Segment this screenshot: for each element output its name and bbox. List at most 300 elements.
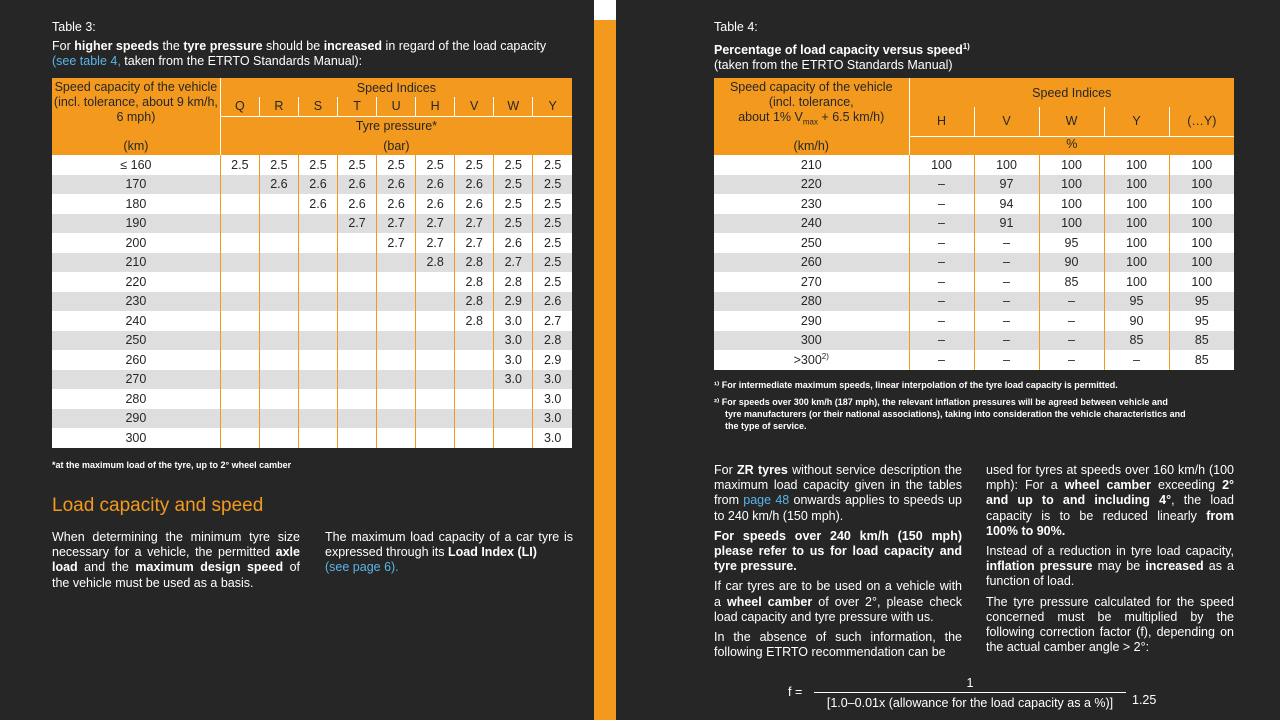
pressure-cell	[298, 389, 337, 409]
speed-value: 290	[800, 313, 822, 328]
pressure-cell	[259, 350, 298, 370]
load-capacity-table	[714, 78, 1234, 370]
pressure-cell	[259, 389, 298, 409]
speed-cell: 260	[52, 350, 220, 370]
pressure-cell: 2.5	[494, 214, 533, 234]
pressure-cell	[416, 428, 455, 448]
pressure-cell	[494, 428, 533, 448]
pressure-cell: 2.6	[298, 194, 337, 214]
speed-cell	[714, 175, 909, 195]
pressure-cell	[259, 331, 298, 351]
pressure-cell	[259, 370, 298, 390]
pressure-cell	[298, 428, 337, 448]
percent-cell: 85	[1104, 331, 1169, 351]
speed-indices-header-t4: Speed Indices	[909, 78, 1234, 107]
pressure-cell: 2.8	[494, 272, 533, 292]
pressure-cell: 2.6	[377, 194, 416, 214]
pressure-cell	[338, 233, 377, 253]
table4-note2: ²⁾ For speeds over 300 km/h (187 mph), the relevant inflation pressures will be agreed between vehicle and tyre manufacturers (or their national associations), taking into consideration the vehicle characteristics and the type of service.	[714, 397, 1186, 431]
pressure-cell: 2.6	[416, 175, 455, 195]
pressure-unit-label: (bar)	[220, 136, 572, 155]
percent-cell: –	[974, 233, 1039, 253]
pressure-cell: 2.6	[416, 194, 455, 214]
percent-cell: –	[909, 175, 974, 195]
table-row	[52, 214, 572, 234]
pressure-cell: 2.7	[338, 214, 377, 234]
percent-cell: –	[909, 214, 974, 234]
percent-cell: –	[974, 292, 1039, 312]
pressure-cell: 2.7	[416, 214, 455, 234]
pressure-cell: 2.5	[377, 155, 416, 175]
speed-cell: 300	[52, 428, 220, 448]
pressure-cell: 2.6	[494, 233, 533, 253]
speed-cell: 290	[52, 409, 220, 429]
percent-cell: 100	[1104, 272, 1169, 292]
speed-value: 280	[800, 294, 822, 309]
pressure-cell	[455, 389, 494, 409]
table-row	[714, 272, 1234, 292]
pressure-cell	[377, 292, 416, 312]
table-row	[52, 292, 572, 312]
percent-cell: 100	[1169, 214, 1234, 234]
percent-cell: 100	[974, 155, 1039, 175]
pressure-cell	[455, 409, 494, 429]
table4-caption: Table 4:	[714, 20, 758, 34]
percent-cell: 100	[1104, 155, 1169, 175]
pressure-cell: 2.6	[455, 175, 494, 195]
pressure-cell: 2.6	[455, 194, 494, 214]
pressure-cell	[377, 409, 416, 429]
speed-unit-label: (km)	[123, 138, 149, 153]
pressure-cell: 2.5	[338, 155, 377, 175]
pressure-cell	[220, 428, 259, 448]
pressure-cell: 3.0	[494, 331, 533, 351]
pressure-cell	[377, 331, 416, 351]
tyre-pressure-table	[52, 78, 572, 448]
pressure-cell: 2.8	[416, 253, 455, 273]
percent-cell: 90	[1104, 311, 1169, 331]
pressure-cell: 2.8	[533, 331, 572, 351]
percent-cell: 100	[1104, 214, 1169, 234]
percent-cell: –	[909, 233, 974, 253]
pressure-cell	[455, 428, 494, 448]
table-row	[52, 272, 572, 292]
percent-cell: –	[909, 292, 974, 312]
speed-index-v: V	[455, 97, 494, 116]
speed-cell: 170	[52, 175, 220, 195]
percent-cell: –	[974, 331, 1039, 351]
pressure-cell: 2.5	[533, 233, 572, 253]
table-row	[52, 409, 572, 429]
pressure-cell: 2.5	[298, 155, 337, 175]
pressure-cell: 3.0	[494, 370, 533, 390]
percent-cell: 100	[1104, 175, 1169, 195]
pressure-cell	[220, 253, 259, 273]
percent-cell: –	[974, 350, 1039, 370]
pressure-cell: 2.6	[298, 175, 337, 195]
pressure-cell: 3.0	[494, 311, 533, 331]
table-row	[714, 194, 1234, 214]
pressure-cell	[338, 292, 377, 312]
percent-cell: 100	[1169, 194, 1234, 214]
pressure-cell	[220, 292, 259, 312]
pressure-cell: 2.5	[416, 155, 455, 175]
table-row	[52, 331, 572, 351]
speed-cell: 190	[52, 214, 220, 234]
pressure-cell	[377, 428, 416, 448]
table-row	[714, 155, 1234, 175]
pressure-cell: 2.8	[455, 253, 494, 273]
pressure-cell	[377, 253, 416, 273]
page6-link[interactable]: (see page 6).	[325, 560, 399, 575]
pressure-cell	[338, 409, 377, 429]
formula-lhs: f =	[788, 685, 803, 699]
pressure-cell	[455, 350, 494, 370]
pressure-cell	[220, 389, 259, 409]
speed-value: 230	[800, 196, 822, 211]
table-row	[52, 311, 572, 331]
speed-cell: 240	[52, 311, 220, 331]
percent-cell: –	[974, 311, 1039, 331]
pressure-cell	[259, 233, 298, 253]
pressure-cell	[416, 409, 455, 429]
pressure-cell: 3.0	[533, 370, 572, 390]
speed-value: 300	[800, 333, 822, 348]
pressure-cell	[220, 233, 259, 253]
percent-cell: 97	[974, 175, 1039, 195]
pressure-cell: 2.5	[220, 155, 259, 175]
page-spine-top	[594, 0, 616, 20]
formula-exponent: 1.25	[1132, 693, 1157, 707]
speed-cell: 180	[52, 194, 220, 214]
pressure-cell	[298, 253, 337, 273]
percent-cell: 85	[1039, 272, 1104, 292]
camber-column: used for tyres at speeds over 160 km/h (100 mph): For a wheel camber exceeding 2° and up to and including 4°, the load capacity is to be reduced linearly from 100% to 90%. Instead of a reduction in tyre load capacity, inflation pressure may be increased as a function of load. The tyre pressure calculated for the speed concerned must be multiplied by the following correction factor (f), depending on the actual camber angle > 2°:	[986, 463, 1235, 655]
load-index-0: H	[909, 107, 974, 136]
speed-index-h: H	[416, 97, 455, 116]
pressure-cell	[220, 370, 259, 390]
pressure-cell: 2.5	[533, 214, 572, 234]
table-row	[52, 428, 572, 448]
load-index-4: (…Y)	[1169, 107, 1234, 136]
pressure-cell	[220, 272, 259, 292]
pressure-cell: 2.7	[455, 233, 494, 253]
pressure-cell	[455, 370, 494, 390]
table-row	[52, 389, 572, 409]
speed-value: 240	[800, 216, 822, 231]
percent-cell: 90	[1039, 253, 1104, 273]
percent-cell: 100	[1104, 233, 1169, 253]
pressure-cell	[338, 311, 377, 331]
percent-cell: –	[974, 272, 1039, 292]
table3-footnote: *at the maximum load of the tyre, up to 2° wheel camber	[52, 460, 292, 470]
table-row	[714, 331, 1234, 351]
pressure-cell: 2.5	[494, 175, 533, 195]
pressure-cell: 2.8	[455, 311, 494, 331]
load-index-2: W	[1039, 107, 1104, 136]
pressure-cell	[220, 350, 259, 370]
table-row	[52, 350, 572, 370]
pressure-cell	[220, 175, 259, 195]
pressure-cell	[377, 370, 416, 390]
pressure-cell	[259, 214, 298, 234]
percent-cell: 95	[1169, 311, 1234, 331]
percent-cell: 100	[1169, 233, 1234, 253]
pressure-cell: 2.6	[338, 194, 377, 214]
formula-numerator: 1	[966, 676, 974, 690]
pressure-cell: 2.6	[259, 175, 298, 195]
left-page	[0, 0, 594, 720]
speed-cell	[714, 233, 909, 253]
speed-index-s: S	[298, 97, 337, 116]
pressure-cell	[377, 272, 416, 292]
pressure-cell	[298, 272, 337, 292]
table-row	[714, 233, 1234, 253]
pressure-cell	[416, 292, 455, 312]
pressure-cell	[377, 389, 416, 409]
table3-intro: For higher speeds the tyre pressure should be increased in regard of the load capacity (see table 4, taken from the ETRTO Standards Manual):	[52, 39, 547, 68]
percent-cell: –	[1039, 350, 1104, 370]
percent-cell: 94	[974, 194, 1039, 214]
pressure-cell: 2.9	[494, 292, 533, 312]
percent-cell: –	[909, 194, 974, 214]
pressure-cell: 2.7	[377, 233, 416, 253]
pressure-cell	[416, 331, 455, 351]
speed-cell	[714, 292, 909, 312]
speed-cell: ≤ 160	[52, 155, 220, 175]
pressure-cell: 3.0	[494, 350, 533, 370]
speed-cell	[714, 331, 909, 351]
table-row	[52, 253, 572, 273]
pressure-cell	[259, 194, 298, 214]
table3-caption: Table 3:	[52, 20, 96, 34]
speed-cell: 220	[52, 272, 220, 292]
pressure-cell	[338, 370, 377, 390]
pressure-cell: 3.0	[533, 428, 572, 448]
percent-cell: –	[1039, 311, 1104, 331]
percent-cell: 100	[1169, 175, 1234, 195]
speed-index-w: W	[494, 97, 533, 116]
speed-cell	[714, 272, 909, 292]
percent-cell: 95	[1104, 292, 1169, 312]
pressure-cell: 3.0	[533, 409, 572, 429]
speed-cell	[714, 311, 909, 331]
pressure-cell	[259, 409, 298, 429]
percent-cell: 91	[974, 214, 1039, 234]
table-row	[52, 175, 572, 195]
percent-cell: 100	[1169, 155, 1234, 175]
speed-cell: 230	[52, 292, 220, 312]
tyre-pressure-header: Tyre pressure*	[220, 116, 572, 136]
percent-cell: –	[909, 272, 974, 292]
table-row	[714, 292, 1234, 312]
speed-value: 270	[800, 274, 822, 289]
pressure-cell	[298, 370, 337, 390]
pressure-cell	[338, 428, 377, 448]
speed-index-r: R	[259, 97, 298, 116]
speed-capacity-header: Speed capacity of the vehicle (incl. tolerance, about 9 km/h, 6 mph)	[53, 80, 218, 124]
pressure-cell	[338, 350, 377, 370]
percent-cell: 100	[1169, 253, 1234, 273]
percent-cell: 100	[1104, 253, 1169, 273]
table-row	[714, 350, 1234, 370]
pressure-cell	[494, 409, 533, 429]
table-row	[52, 370, 572, 390]
percent-cell: –	[1039, 292, 1104, 312]
pressure-cell	[259, 428, 298, 448]
formula-fraction-line	[814, 692, 1126, 693]
table-row	[714, 214, 1234, 234]
formula-denominator: [1.0–0.01x (allowance for the load capacity as a %)]	[826, 696, 1114, 710]
zr-tyres-column: For ZR tyres without service description the maximum load capacity given in the tables from page 48 onwards applies to speeds up to 240 km/h (150 mph). For speeds over 240 km/h (150 mph) please refer to us for load capacity and tyre pressure. If car tyres are to be used on a vehicle with a wheel camber of over 2°, please check load capacity and tyre pressure with us. In the absence of such information, the following ETRTO recommendation can be	[714, 463, 962, 660]
pressure-cell: 2.7	[377, 214, 416, 234]
pressure-cell: 2.5	[494, 194, 533, 214]
pressure-cell: 2.5	[533, 194, 572, 214]
pressure-cell: 2.5	[494, 155, 533, 175]
pressure-cell	[338, 272, 377, 292]
speed-footnote-ref: 2)	[821, 352, 829, 362]
table4-title: Percentage of load capacity versus speed$^{1)}$ (taken from the ETRTO Standards Manual)	[714, 42, 970, 73]
pressure-cell	[494, 389, 533, 409]
pressure-cell	[416, 370, 455, 390]
speed-cell: 270	[52, 370, 220, 390]
page-spine-accent	[594, 20, 616, 720]
table-row	[714, 175, 1234, 195]
percent-cell: 100	[1169, 272, 1234, 292]
table-row	[52, 155, 572, 175]
speed-indices-header: Speed Indices	[220, 78, 572, 97]
pressure-cell	[298, 233, 337, 253]
pressure-cell	[220, 409, 259, 429]
percent-cell: 95	[1169, 292, 1234, 312]
speed-index-q: Q	[220, 97, 259, 116]
speed-value: 250	[800, 235, 822, 250]
percent-cell: 95	[1039, 233, 1104, 253]
speed-cell	[714, 214, 909, 234]
pressure-cell	[416, 389, 455, 409]
percent-cell: 100	[909, 155, 974, 175]
pressure-cell: 2.7	[416, 233, 455, 253]
pressure-cell	[220, 331, 259, 351]
percent-cell: –	[1104, 350, 1169, 370]
table4-note1: ¹⁾ For intermediate maximum speeds, linear interpolation of the tyre load capacity is permitted.	[714, 380, 1118, 390]
pressure-cell	[416, 350, 455, 370]
section-title: Load capacity and speed	[52, 495, 264, 516]
pressure-cell: 2.7	[533, 311, 572, 331]
table4-link[interactable]: (see table 4,	[52, 54, 121, 68]
pressure-cell: 2.6	[377, 175, 416, 195]
pressure-cell	[259, 272, 298, 292]
speed-cell	[714, 194, 909, 214]
pressure-cell	[455, 331, 494, 351]
table-row	[714, 253, 1234, 273]
percent-cell: 100	[1039, 155, 1104, 175]
pressure-cell	[220, 311, 259, 331]
speed-capacity-header-t4: Speed capacity of the vehicle (incl. tolerance, about 1% $V_{max} + 6.5$ km/h)	[729, 80, 893, 127]
pressure-cell	[298, 214, 337, 234]
pressure-cell: 2.7	[455, 214, 494, 234]
right-page	[616, 0, 1280, 720]
percent-cell: 85	[1169, 350, 1234, 370]
percent-cell: –	[1039, 331, 1104, 351]
speed-index-y: Y	[533, 97, 572, 116]
table-row	[52, 233, 572, 253]
pressure-cell	[259, 311, 298, 331]
pressure-cell	[338, 253, 377, 273]
pressure-cell: 2.5	[533, 272, 572, 292]
speed-value: 260	[800, 255, 822, 270]
correction-formula	[788, 676, 1208, 716]
speed-cell: 280	[52, 389, 220, 409]
speed-index-u: U	[377, 97, 416, 116]
percent-cell: 100	[1104, 194, 1169, 214]
speed-cell: 250	[52, 331, 220, 351]
percent-cell: 100	[1039, 175, 1104, 195]
pressure-cell	[220, 214, 259, 234]
pressure-cell	[220, 194, 259, 214]
load-capacity-paragraph-a: When determining the minimum tyre size necessary for a vehicle, the permitted axle load and the maximum design speed of the vehicle must be used as a basis.	[52, 530, 300, 590]
pressure-cell: 2.6	[338, 175, 377, 195]
speed-cell: 210	[52, 253, 220, 273]
pressure-cell	[298, 331, 337, 351]
percent-cell: –	[909, 253, 974, 273]
pressure-cell	[338, 331, 377, 351]
percent-cell: –	[974, 253, 1039, 273]
pressure-cell	[416, 272, 455, 292]
speed-unit-label-t4: (km/h)	[793, 138, 829, 153]
percent-cell: 85	[1169, 331, 1234, 351]
pressure-cell: 2.7	[494, 253, 533, 273]
pressure-cell	[416, 311, 455, 331]
percent-unit-label: %	[909, 136, 1234, 155]
pressure-cell: 2.5	[259, 155, 298, 175]
pressure-cell	[259, 253, 298, 273]
speed-cell	[714, 253, 909, 273]
percent-cell: 100	[1039, 214, 1104, 234]
pressure-cell	[338, 389, 377, 409]
percent-cell: 100	[1039, 194, 1104, 214]
pressure-cell: 2.6	[533, 292, 572, 312]
pressure-cell: 2.5	[455, 155, 494, 175]
speed-value: 210	[800, 157, 822, 172]
speed-value: 220	[800, 177, 822, 192]
table-row	[52, 194, 572, 214]
pressure-cell	[259, 292, 298, 312]
pressure-cell: 2.5	[533, 175, 572, 195]
load-capacity-paragraph-b: The maximum load capacity of a car tyre is expressed through its Load Index (LI) (see page 6).	[325, 530, 573, 575]
percent-cell: –	[909, 331, 974, 351]
pressure-cell	[377, 311, 416, 331]
speed-cell	[714, 155, 909, 175]
pressure-cell	[298, 409, 337, 429]
pressure-cell: 2.8	[455, 272, 494, 292]
table-row	[714, 311, 1234, 331]
pressure-cell: 2.5	[533, 253, 572, 273]
load-index-1: V	[974, 107, 1039, 136]
pressure-cell	[377, 350, 416, 370]
pressure-cell	[298, 311, 337, 331]
speed-index-t: T	[338, 97, 377, 116]
load-index-3: Y	[1104, 107, 1169, 136]
speed-cell	[714, 350, 909, 370]
pressure-cell: 2.8	[455, 292, 494, 312]
pressure-cell: 2.9	[533, 350, 572, 370]
speed-value: >300	[793, 353, 822, 368]
speed-cell: 200	[52, 233, 220, 253]
page48-link[interactable]: page 48	[743, 493, 790, 508]
percent-cell: –	[909, 350, 974, 370]
pressure-cell	[298, 350, 337, 370]
